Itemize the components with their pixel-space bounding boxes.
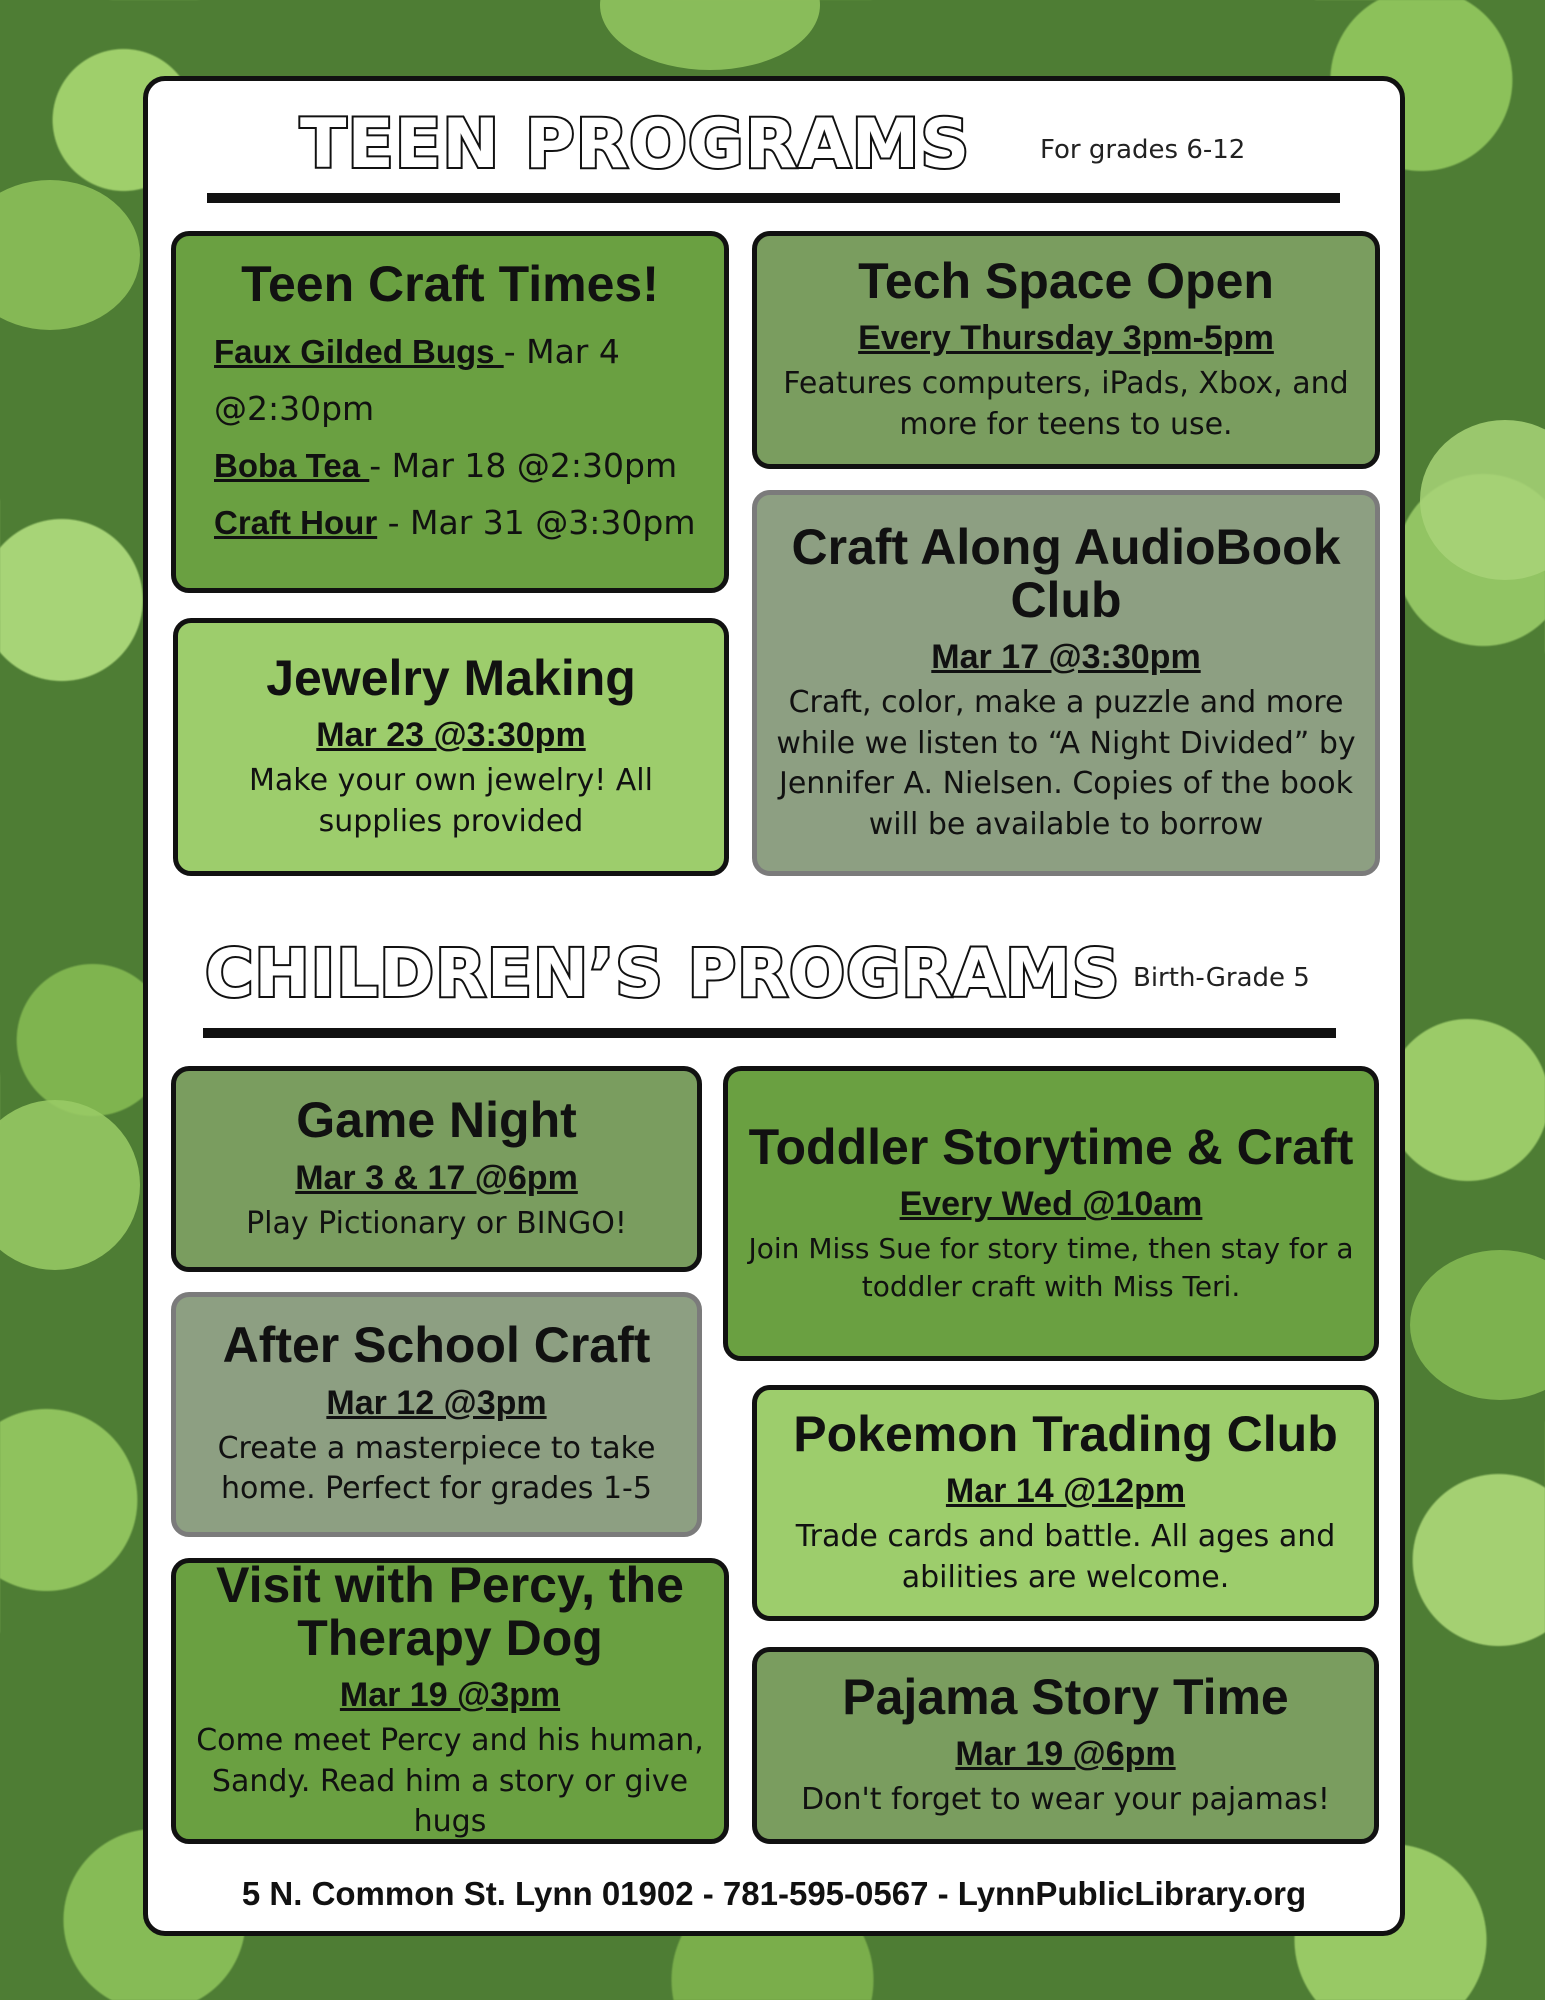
percy-therapy-dog-date: Mar 19 @3pm <box>339 1676 561 1715</box>
game-night-card <box>171 1066 702 1272</box>
craft-item-name: Boba Tea <box>214 446 370 484</box>
tech-space-desc: Features computers, iPads, Xbox, and more for teens to use. <box>783 366 1349 442</box>
toddler-storytime-title: Toddler Storytime & Craft <box>748 1118 1354 1175</box>
audiobook-club-title: Craft Along AudioBook Club <box>791 519 1341 628</box>
craft-item-when: - Mar 31 @3:30pm <box>377 502 696 542</box>
childrens-grades-note: Birth-Grade 5 <box>1133 963 1310 993</box>
craft-item <box>214 494 710 551</box>
pokemon-trading-title: Pokemon Trading Club <box>793 1405 1338 1462</box>
percy-therapy-dog-card <box>171 1558 729 1844</box>
craft-item-when: - Mar 18 @2:30pm <box>369 445 678 485</box>
after-school-craft-date: Mar 12 @3pm <box>326 1383 547 1422</box>
jewelry-making-desc: Make your own jewelry! All supplies provided <box>249 763 653 839</box>
audiobook-club-card <box>752 490 1380 876</box>
tech-space-title: Tech Space Open <box>858 252 1274 309</box>
pajama-story-time-card <box>752 1647 1379 1844</box>
jewelry-making-title: Jewelry Making <box>266 649 636 706</box>
craft-item <box>214 437 710 494</box>
clover-leaf-decoration <box>0 1100 140 1270</box>
teen-craft-list <box>190 323 710 551</box>
childrens-divider <box>203 1028 1336 1038</box>
pajama-story-time-title: Pajama Story Time <box>842 1668 1289 1725</box>
craft-item-when: - Mar 4 @2:30pm <box>214 331 620 428</box>
clover-leaf-decoration <box>1420 420 1545 580</box>
clover-leaf-decoration <box>600 0 820 70</box>
clover-leaf-decoration <box>1410 1250 1545 1400</box>
teen-craft-times-title: Teen Craft Times! <box>241 256 659 312</box>
pajama-story-time-desc: Don't forget to wear your pajamas! <box>801 1782 1330 1817</box>
craft-item <box>214 323 710 437</box>
jewelry-making-date: Mar 23 @3:30pm <box>316 716 586 755</box>
after-school-craft-title: After School Craft <box>222 1317 651 1374</box>
clover-leaf-decoration <box>0 180 140 330</box>
audiobook-club-date: Mar 17 @3:30pm <box>931 638 1201 676</box>
audiobook-club-desc: Craft, color, make a puzzle and more while we listen to “A Night Divided” by Jennifer A. Nielsen. Copies of the book will be available to borrow <box>776 685 1356 842</box>
teen-grades-note: For grades 6-12 <box>1040 135 1246 165</box>
library-contact-footer: 5 N. Common St. Lynn 01902 - 781-595-0567 - LynnPublicLibrary.org <box>241 1875 1307 1912</box>
teen-divider <box>207 193 1340 203</box>
toddler-storytime-desc: Join Miss Sue for story time, then stay for a toddler craft with Miss Teri. <box>748 1232 1354 1304</box>
after-school-craft-card <box>171 1292 702 1537</box>
pajama-story-time-date: Mar 19 @6pm <box>955 1735 1176 1773</box>
pokemon-trading-date: Mar 14 @12pm <box>945 1472 1186 1511</box>
game-night-desc: Play Pictionary or BINGO! <box>246 1205 627 1241</box>
teen-craft-times-card <box>171 231 729 593</box>
toddler-storytime-card <box>723 1066 1379 1361</box>
jewelry-making-card <box>173 618 729 876</box>
after-school-craft-desc: Create a masterpiece to take home. Perfect for grades 1-5 <box>217 1430 656 1507</box>
craft-item-name: Craft Hour <box>214 503 378 541</box>
game-night-date: Mar 3 & 17 @6pm <box>295 1158 578 1197</box>
toddler-storytime-date: Every Wed @10am <box>899 1185 1203 1224</box>
pokemon-trading-card <box>752 1385 1379 1621</box>
percy-therapy-dog-desc: Come meet Percy and his human, Sandy. Read him a story or give hugs <box>196 1723 704 1840</box>
tech-space-card <box>752 231 1380 469</box>
percy-therapy-dog-title: Visit with Percy, the Therapy Dog <box>216 1557 684 1666</box>
craft-item-name: Faux Gilded Bugs <box>214 332 504 370</box>
tech-space-date: Every Thursday 3pm-5pm <box>858 319 1274 358</box>
pokemon-trading-desc: Trade cards and battle. All ages and abilities are welcome. <box>795 1519 1336 1595</box>
game-night-title: Game Night <box>296 1092 577 1148</box>
childrens-programs-title: CHILDREN’S PROGRAMS <box>205 935 1121 1012</box>
teen-programs-title: TEEN PROGRAMS <box>300 105 971 184</box>
